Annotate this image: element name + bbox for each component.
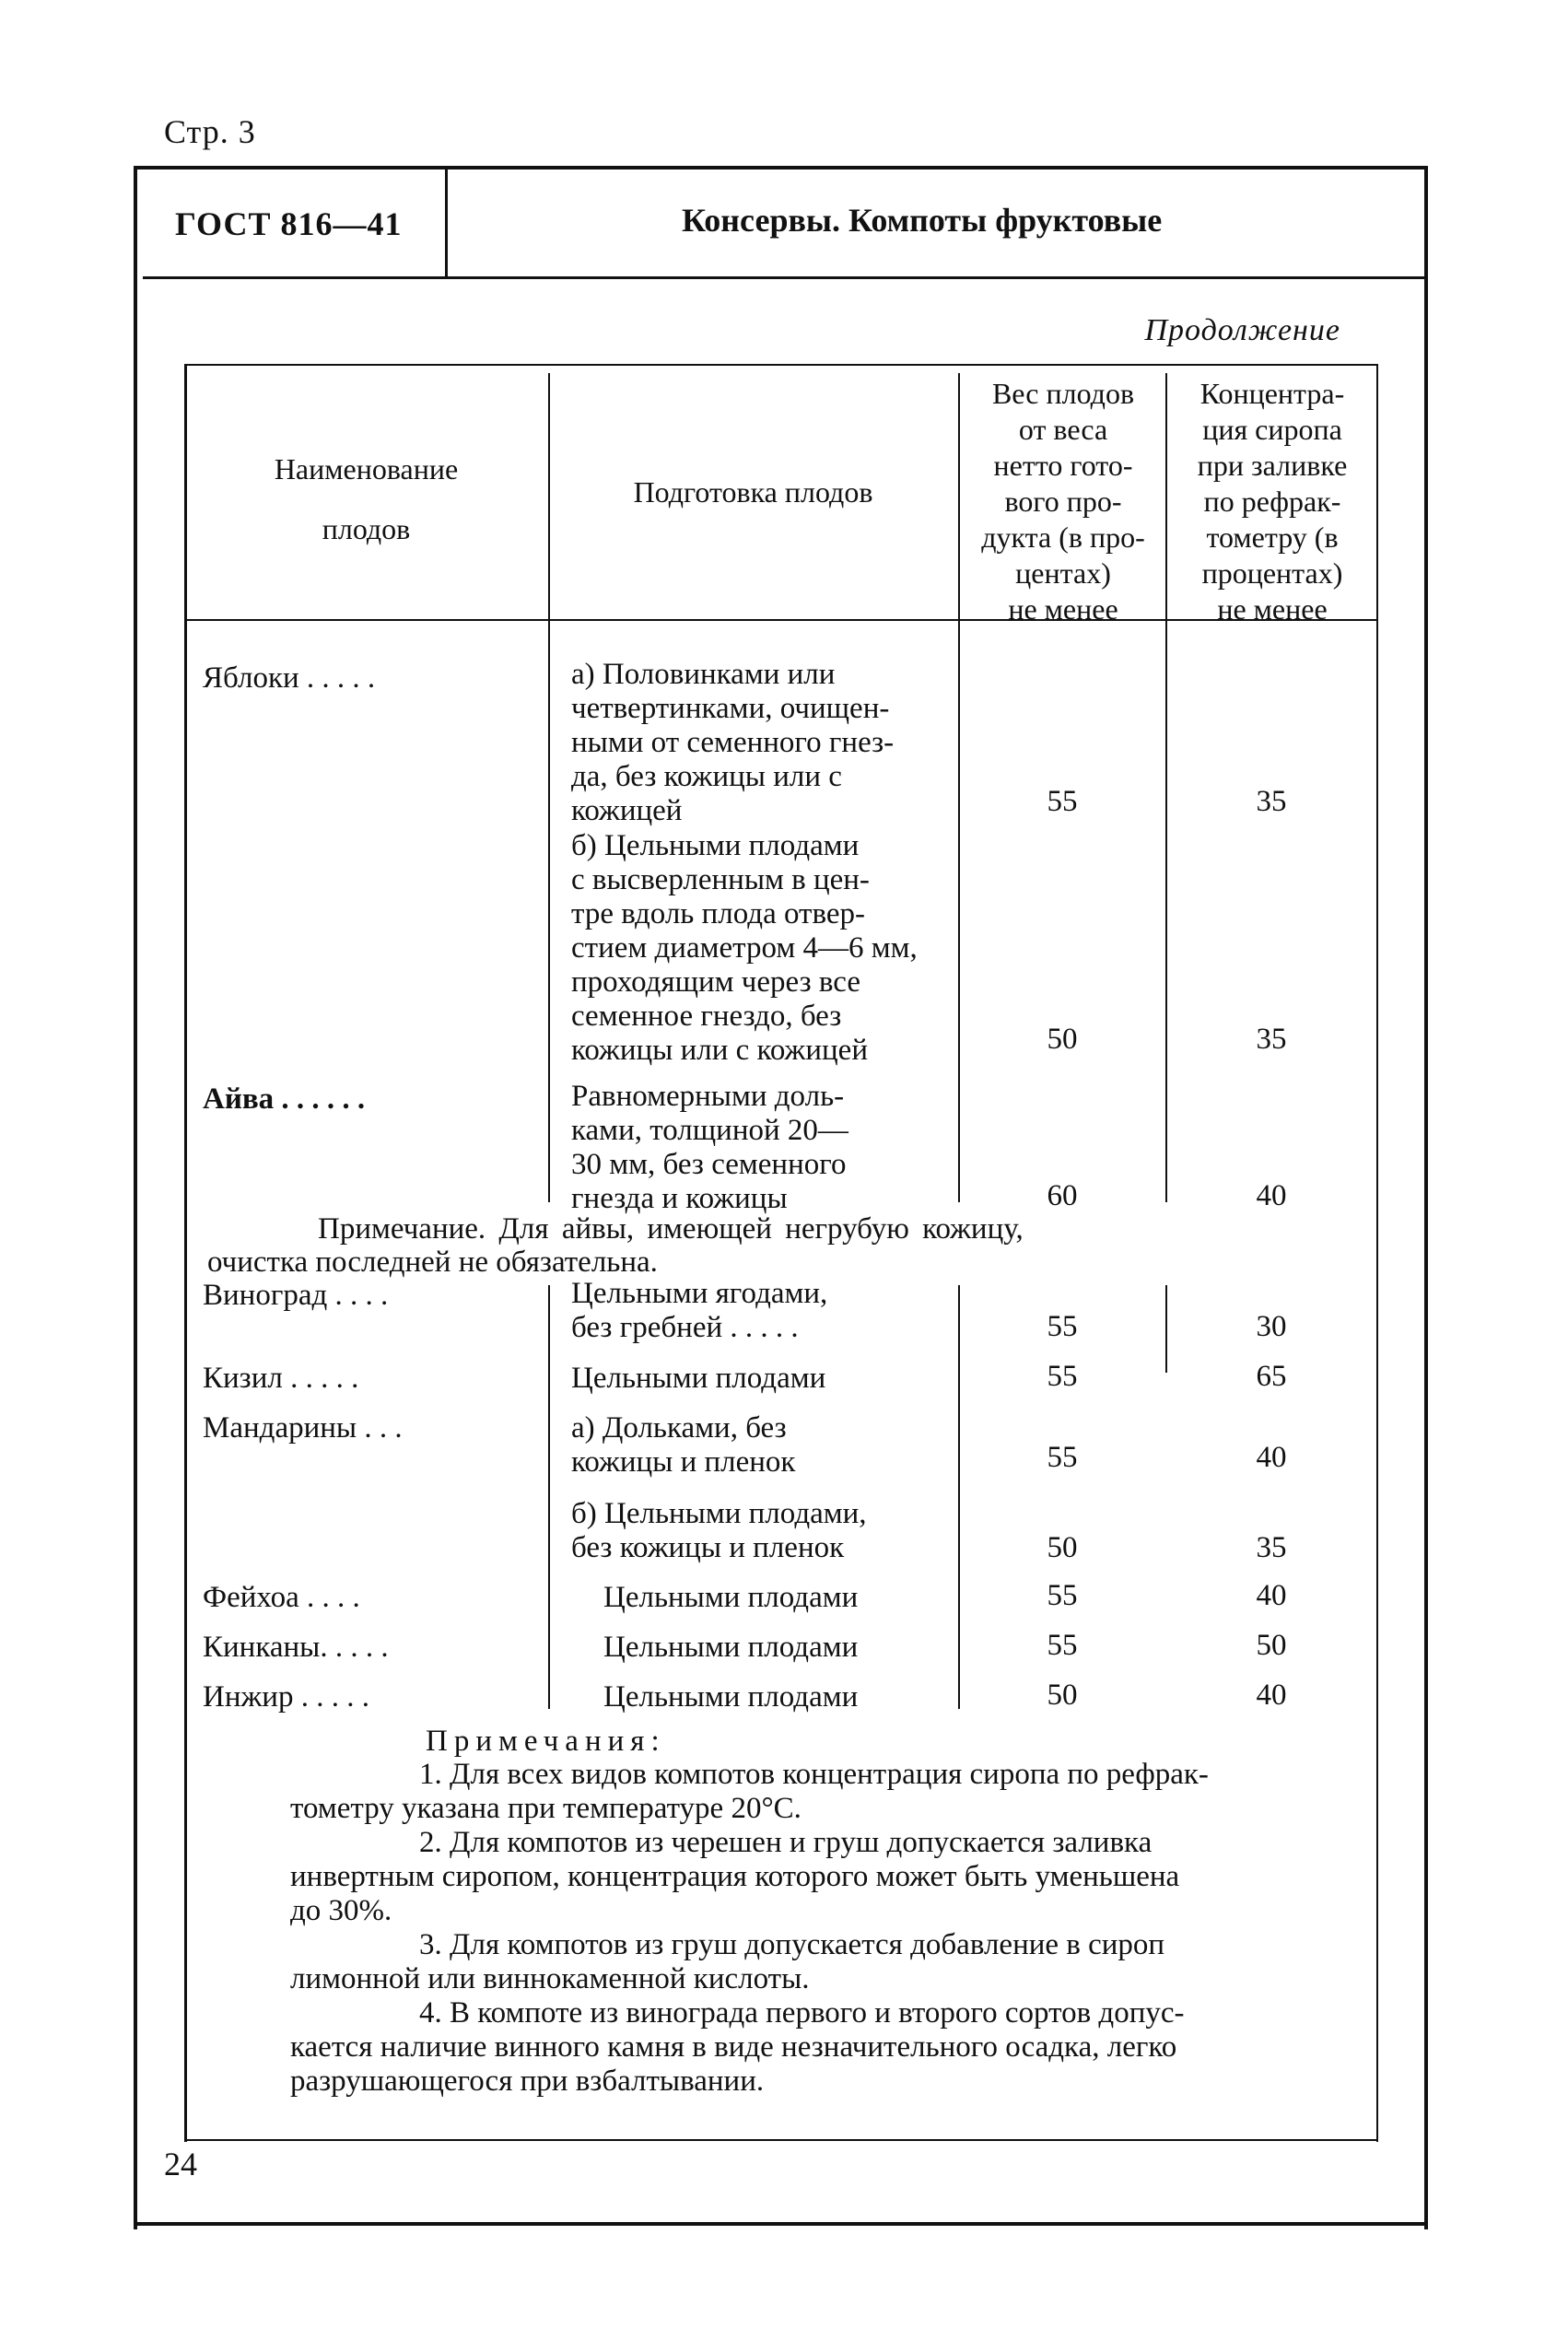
row-name-quince: Айва . . . . . . <box>203 1082 366 1116</box>
row-name-apples: Яблоки . . . . . <box>203 661 376 695</box>
dogwood-weight: 55 <box>1047 1360 1078 1393</box>
col-header-name <box>189 451 544 547</box>
note1-l1: 1. Для всех видов компотов концентрация сиропа по рефрак- <box>419 1758 1209 1791</box>
kumquat-conc: 50 <box>1256 1629 1287 1662</box>
apples-b-l5: проходящим через все <box>571 965 860 999</box>
col-divider-weight <box>1165 373 1167 1202</box>
col-header-name-l2: плодов <box>322 512 411 545</box>
hdr-weight-l3: нетто гото- <box>993 449 1133 482</box>
col-header-prep: Подготовка плодов <box>633 475 873 509</box>
feijoa-prep: Цельными плодами <box>603 1581 859 1614</box>
col-divider-weight-2 <box>1165 1285 1167 1373</box>
outer-bottom-rule <box>134 2222 1428 2226</box>
table-right-border <box>1376 364 1378 2142</box>
kumquat-prep: Цельными плодами <box>603 1631 859 1664</box>
fig-conc: 40 <box>1256 1679 1287 1712</box>
apples-prep-a <box>571 658 951 828</box>
mandarins-prep-a <box>571 1411 951 1480</box>
note2-l3: до 30%. <box>290 1894 392 1927</box>
hdr-conc-l3: при заливке <box>1197 449 1348 482</box>
quince-l4: гнезда и кожицы <box>571 1182 788 1215</box>
document-title: Консервы. Компоты фруктовые <box>682 202 1163 239</box>
hdr-weight-l2: от веса <box>1018 413 1108 446</box>
page-label: Стр. 3 <box>164 113 256 150</box>
header-bottom-rule <box>143 276 1428 279</box>
outer-right-border <box>1424 166 1428 2229</box>
quince-l3: 30 мм, без семенного <box>571 1148 847 1181</box>
col-divider-name-2 <box>548 1285 550 1709</box>
note4-l1: 4. В компоте из винограда первого и второго сортов допус- <box>419 1996 1185 2030</box>
apples-prep-b <box>571 829 951 1068</box>
row-name-dogwood: Кизил . . . . . <box>203 1362 359 1395</box>
apples-a-l2: четвертинками, очищен- <box>571 692 890 725</box>
apples-b-conc: 35 <box>1256 1023 1287 1056</box>
grapes-l2: без гребней . . . . . <box>571 1311 799 1344</box>
col-divider-prep <box>958 373 960 1202</box>
quince-note-l2: очистка последней не обязательна. <box>207 1246 658 1279</box>
kumquat-weight: 55 <box>1047 1629 1078 1662</box>
hdr-weight-l4: вого про- <box>1004 485 1122 518</box>
hdr-conc-l4: по рефрак- <box>1203 485 1341 518</box>
note3-l1: 3. Для компотов из груш допускается добавление в сироп <box>419 1928 1165 1961</box>
grapes-l1: Цельными ягодами, <box>571 1277 828 1310</box>
row-name-grapes: Виноград . . . . <box>203 1279 389 1312</box>
hdr-conc-l2: ция сиропа <box>1202 413 1342 446</box>
note1-l2: тометру указана при температуре 20°С. <box>290 1792 802 1825</box>
dogwood-prep: Цельными плодами <box>571 1362 826 1395</box>
dogwood-conc: 65 <box>1256 1360 1287 1393</box>
notes-heading: Примечания: <box>426 1725 666 1758</box>
note2-l1: 2. Для компотов из черешен и груш допускается заливка <box>419 1826 1153 1859</box>
header-divider <box>445 170 448 276</box>
hdr-weight-l5: дукта (в про- <box>981 521 1145 554</box>
apples-b-l2: с высверленным в цен- <box>571 863 870 896</box>
page-number: 24 <box>164 2146 197 2182</box>
row-name-kumquat: Кинканы. . . . . <box>203 1631 389 1664</box>
row-name-fig: Инжир . . . . . <box>203 1680 369 1714</box>
hdr-conc-l7: не менее <box>1217 592 1328 626</box>
fig-prep: Цельными плодами <box>603 1680 859 1714</box>
notes-block <box>290 1758 1363 2099</box>
apples-b-l1: б) Цельными плодами <box>571 829 860 862</box>
apples-b-l3: тре вдоль плода отвер- <box>571 897 865 930</box>
grapes-weight: 55 <box>1047 1310 1078 1343</box>
grapes-conc: 30 <box>1256 1310 1287 1343</box>
mandarins-b-l2: без кожицы и пленок <box>571 1531 845 1564</box>
quince-conc: 40 <box>1256 1179 1287 1212</box>
table-bottom-rule <box>184 2139 1377 2141</box>
apples-b-weight: 50 <box>1047 1023 1078 1056</box>
note4-l2: кается наличие винного камня в виде незначительного осадка, легко <box>290 2030 1177 2064</box>
row-name-mandarins: Мандарины . . . <box>203 1411 403 1445</box>
mandarins-b-l1: б) Цельными плодами, <box>571 1497 867 1530</box>
apples-a-l4: да, без кожицы или с <box>571 760 842 793</box>
apples-a-l5: кожицей <box>571 794 683 827</box>
apples-b-l4: стием диаметром 4—6 мм, <box>571 931 918 965</box>
hdr-weight-l1: Вес плодов <box>991 377 1135 410</box>
mandarins-a-l1: а) Дольками, без <box>571 1411 787 1445</box>
feijoa-weight: 55 <box>1047 1579 1078 1612</box>
quince-weight: 60 <box>1047 1179 1078 1212</box>
feijoa-conc: 40 <box>1256 1579 1287 1612</box>
mandarins-a-l2: кожицы и пленок <box>571 1445 796 1479</box>
apples-b-l7: кожицы или с кожицей <box>571 1034 868 1067</box>
apples-a-weight: 55 <box>1047 785 1078 818</box>
note3-l2: лимонной или виннокаменной кислоты. <box>290 1962 810 1995</box>
col-header-name-l1: Наименование <box>274 452 459 485</box>
col-divider-prep-2 <box>958 1285 960 1709</box>
col-header-weight <box>962 376 1164 627</box>
quince-l2: ками, толщиной 20— <box>571 1114 848 1147</box>
mandarins-a-weight: 55 <box>1047 1441 1078 1474</box>
continuation-label: Продолжение <box>1144 313 1340 347</box>
hdr-conc-l5: тометру (в <box>1206 521 1339 554</box>
row-name-feijoa: Фейхоа . . . . <box>203 1581 360 1614</box>
hdr-weight-l7: не менее <box>1008 592 1118 626</box>
quince-note-l1: Примечание. Для айвы, имеющей негрубую кожицу, <box>318 1212 1024 1246</box>
apples-a-l1: а) Половинками или <box>571 658 836 691</box>
outer-left-border <box>134 166 137 2229</box>
quince-l1: Равномерными доль- <box>571 1080 845 1113</box>
table-left-border <box>184 364 187 2142</box>
header-top-rule <box>134 166 1428 170</box>
mandarins-prep-b <box>571 1497 951 1565</box>
apples-a-l3: ными от семенного гнез- <box>571 726 895 759</box>
apples-b-l6: семенное гнездо, без <box>571 1000 842 1033</box>
hdr-conc-l6: процентах) <box>1201 556 1343 590</box>
grapes-prep <box>571 1277 951 1345</box>
apples-a-conc: 35 <box>1256 785 1287 818</box>
hdr-weight-l6: центах) <box>1015 556 1111 590</box>
note4-l3: разрушающегося при взбалтывании. <box>290 2065 765 2098</box>
gost-number: ГОСТ 816—41 <box>175 205 403 242</box>
col-header-conc <box>1170 376 1375 627</box>
mandarins-b-conc: 35 <box>1256 1531 1287 1564</box>
mandarins-b-weight: 50 <box>1047 1531 1078 1564</box>
note2-l2: инвертным сиропом, концентрация которого может быть уменьшена <box>290 1860 1180 1893</box>
col-divider-name <box>548 373 550 1202</box>
quince-prep <box>571 1080 951 1216</box>
fig-weight: 50 <box>1047 1679 1078 1712</box>
mandarins-a-conc: 40 <box>1256 1441 1287 1474</box>
table-top-rule <box>184 364 1377 366</box>
hdr-conc-l1: Концентра- <box>1199 377 1345 410</box>
